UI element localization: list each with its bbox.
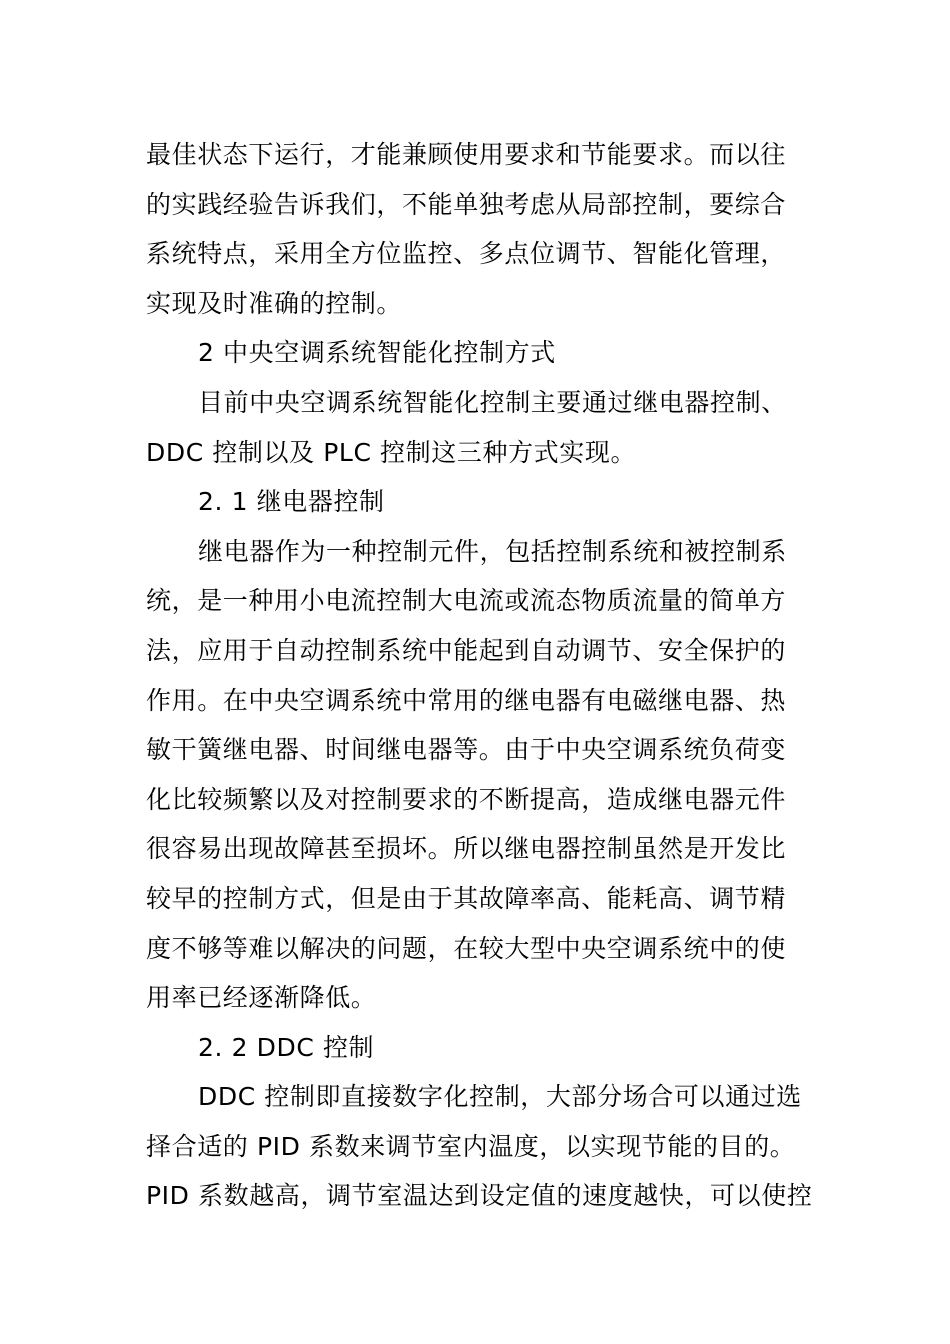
paragraph-line: DDC 控制以及 PLC 控制这三种方式实现。 bbox=[146, 437, 637, 467]
paragraph-line: PID 系数越高，调节室温达到设定值的速度越快，可以使控 bbox=[146, 1181, 813, 1211]
paragraph-line: DDC 控制即直接数字化控制，大部分场合可以通过选 bbox=[198, 1082, 802, 1112]
paragraph-line: 法，应用于自动控制系统中能起到自动调节、安全保护的 bbox=[146, 635, 787, 665]
subsection-heading: 2. 1 继电器控制 bbox=[198, 487, 385, 517]
paragraph-line: 作用。在中央空调系统中常用的继电器有电磁继电器、热 bbox=[146, 685, 787, 715]
paragraph-line: 很容易出现故障甚至损坏。所以继电器控制虽然是开发比 bbox=[146, 834, 787, 864]
paragraph-line: 的实践经验告诉我们，不能单独考虑从局部控制，要综合 bbox=[146, 189, 787, 219]
paragraph-line: 统，是一种用小电流控制大电流或流态物质流量的简单方 bbox=[146, 586, 787, 616]
paragraph-line: 继电器作为一种控制元件，包括控制系统和被控制系 bbox=[198, 536, 787, 566]
paragraph-line: 较早的控制方式，但是由于其故障率高、能耗高、调节精 bbox=[146, 883, 787, 913]
paragraph-line: 择合适的 PID 系数来调节室内温度，以实现节能的目的。 bbox=[146, 1131, 796, 1161]
paragraph-line: 化比较频繁以及对控制要求的不断提高，造成继电器元件 bbox=[146, 784, 787, 814]
section-heading: 2 中央空调系统智能化控制方式 bbox=[198, 338, 556, 368]
paragraph-line: 系统特点，采用全方位监控、多点位调节、智能化管理， bbox=[146, 239, 787, 269]
paragraph-line: 最佳状态下运行，才能兼顾使用要求和节能要求。而以往 bbox=[146, 140, 787, 169]
subsection-heading: 2. 2 DDC 控制 bbox=[198, 1032, 375, 1062]
paragraph-line: 实现及时准确的控制。 bbox=[146, 288, 403, 318]
body-text bbox=[146, 130, 813, 1221]
paragraph-line: 用率已经逐渐降低。 bbox=[146, 983, 377, 1013]
paragraph-line: 敏干簧继电器、时间继电器等。由于中央空调系统负荷变 bbox=[146, 735, 787, 765]
paragraph-line: 目前中央空调系统智能化控制主要通过继电器控制、 bbox=[198, 387, 787, 417]
paragraph-line: 度不够等难以解决的问题，在较大型中央空调系统中的使 bbox=[146, 933, 787, 963]
